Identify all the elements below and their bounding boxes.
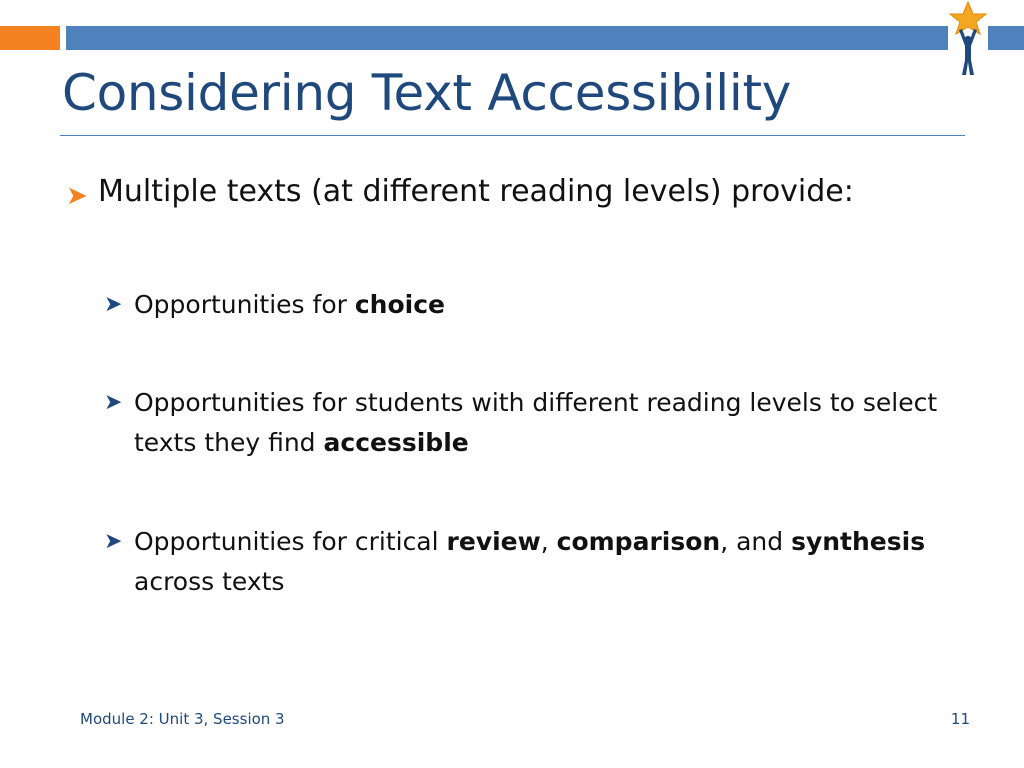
arrow-bullet-icon: ➤ — [66, 181, 88, 211]
sub-bullet-text — [134, 383, 964, 463]
sub-bullet — [104, 285, 964, 325]
title-divider — [60, 135, 965, 136]
header-bar-blue — [66, 26, 948, 50]
main-bullet — [66, 170, 966, 214]
sub-bullet — [104, 522, 964, 602]
slide-title: Considering Text Accessibility — [62, 64, 792, 122]
sub-bullet-bold-part: choice — [354, 290, 445, 319]
sub-bullet-bold-part: review — [446, 527, 541, 556]
header-bar-blue-right — [988, 26, 1024, 50]
arrow-bullet-icon: ➤ — [104, 292, 123, 317]
sub-bullet — [104, 383, 964, 463]
sub-bullet-bold-part: comparison — [556, 527, 721, 556]
sub-bullet-text-part: Opportunities for critical — [134, 527, 447, 556]
sub-bullet-text-part: , and — [720, 527, 792, 556]
sub-bullet-bold-part: synthesis — [791, 527, 926, 556]
sub-bullet-text-part: Opportunities for students with different reading levels to select texts they find — [134, 388, 938, 457]
sub-bullet-text-part: , — [540, 527, 557, 556]
sub-bullet-text-part: Opportunities for — [134, 290, 355, 319]
sub-bullet-text — [134, 285, 964, 325]
star-person-icon — [945, 0, 991, 80]
footer-module-label: Module 2: Unit 3, Session 3 — [80, 710, 285, 728]
arrow-bullet-icon: ➤ — [104, 529, 123, 554]
sub-bullet-text — [134, 522, 964, 602]
main-bullet-text: Multiple texts (at different reading levels) provide: — [98, 174, 854, 209]
arrow-bullet-icon: ➤ — [104, 390, 123, 415]
sub-bullet-text-part: across texts — [134, 567, 285, 596]
header-bar-orange — [0, 26, 60, 50]
sub-bullet-bold-part: accessible — [323, 428, 469, 457]
page-number: 11 — [950, 710, 970, 728]
